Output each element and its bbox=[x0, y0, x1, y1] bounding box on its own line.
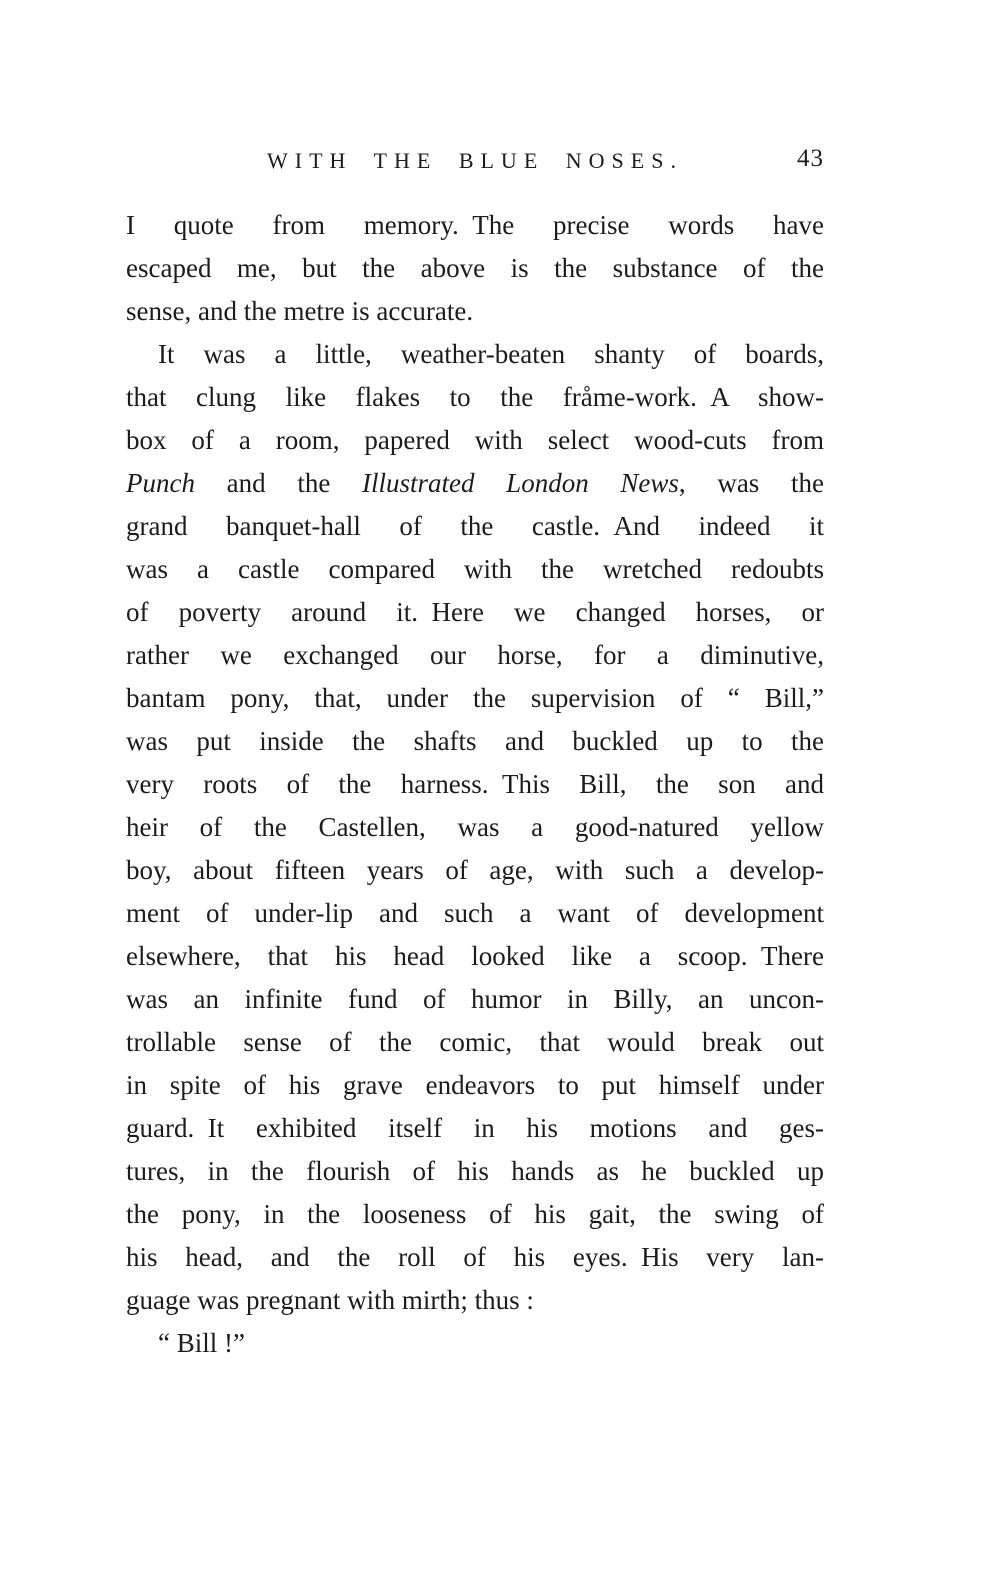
text-line bbox=[126, 1107, 824, 1150]
text-segment: was an infinite fund of humor in Billy, an uncon- bbox=[126, 984, 824, 1014]
text-segment: trollable sense of the comic, that would break out bbox=[126, 1027, 824, 1057]
text-segment: his head, and the roll of his eyes. His very lan- bbox=[126, 1242, 824, 1272]
running-header bbox=[126, 145, 824, 176]
text-segment: It was a little, weather-beaten shanty of boards, bbox=[158, 339, 824, 369]
text-segment: of poverty around it. Here we changed horses, or bbox=[126, 597, 824, 627]
text-segment: was put inside the shafts and buckled up to the bbox=[126, 726, 824, 756]
text-segment: that clung like flakes to the fråme-work. A show- bbox=[126, 382, 824, 412]
text-line bbox=[126, 1021, 824, 1064]
text-segment: guage was pregnant with mirth; thus : bbox=[126, 1285, 534, 1315]
text-line bbox=[126, 1064, 824, 1107]
text-segment: , was the bbox=[678, 468, 824, 498]
text-segment: sense, and the metre is accurate. bbox=[126, 296, 474, 326]
text-line bbox=[126, 892, 824, 935]
text-line bbox=[126, 333, 824, 376]
text-segment: I quote from memory. The precise words have bbox=[126, 210, 824, 240]
text-line bbox=[126, 935, 824, 978]
text-segment: was a castle compared with the wretched redoubts bbox=[126, 554, 824, 584]
text-segment: tures, in the flourish of his hands as he buckled up bbox=[126, 1156, 824, 1186]
text-segment: and the bbox=[194, 468, 362, 498]
text-segment: very roots of the harness. This Bill, the son and bbox=[126, 769, 824, 799]
text-segment: boy, about fifteen years of age, with such a develop- bbox=[126, 855, 824, 885]
header-title: WITH THE BLUE NOSES. bbox=[267, 148, 683, 173]
text-line bbox=[126, 591, 824, 634]
text-line bbox=[126, 1150, 824, 1193]
text-line bbox=[126, 462, 824, 505]
text-segment: ment of under-lip and such a want of development bbox=[126, 898, 824, 928]
text-line bbox=[126, 978, 824, 1021]
text-segment: guard. It exhibited itself in his motions and ges- bbox=[126, 1113, 824, 1143]
text-line bbox=[126, 1322, 824, 1365]
text-line bbox=[126, 1193, 824, 1236]
text-line bbox=[126, 247, 824, 290]
text-line bbox=[126, 505, 824, 548]
text-block bbox=[126, 204, 824, 1365]
page-number: 43 bbox=[797, 145, 824, 172]
text-line bbox=[126, 204, 824, 247]
text-line bbox=[126, 419, 824, 462]
text-line bbox=[126, 1279, 824, 1322]
text-segment: elsewhere, that his head looked like a scoop. There bbox=[126, 941, 824, 971]
text-line bbox=[126, 548, 824, 591]
text-line bbox=[126, 806, 824, 849]
text-segment: escaped me, but the above is the substance of the bbox=[126, 253, 824, 283]
text-segment: heir of the Castellen, was a good-natured yellow bbox=[126, 812, 824, 842]
text-line bbox=[126, 720, 824, 763]
text-line bbox=[126, 763, 824, 806]
text-line bbox=[126, 849, 824, 892]
text-line bbox=[126, 677, 824, 720]
text-segment-italic: Illustrated London News bbox=[362, 468, 679, 498]
text-segment: the pony, in the looseness of his gait, the swing of bbox=[126, 1199, 824, 1229]
text-segment: in spite of his grave endeavors to put himself under bbox=[126, 1070, 824, 1100]
text-segment-italic: Punch bbox=[126, 468, 195, 498]
text-line bbox=[126, 634, 824, 677]
text-segment: box of a room, papered with select wood-cuts from bbox=[126, 425, 824, 455]
text-segment: grand banquet-hall of the castle. And indeed it bbox=[126, 511, 824, 541]
text-line bbox=[126, 1236, 824, 1279]
text-segment: rather we exchanged our horse, for a diminutive, bbox=[126, 640, 824, 670]
text-segment: “ Bill !” bbox=[158, 1328, 245, 1358]
text-line bbox=[126, 290, 824, 333]
text-segment: bantam pony, that, under the supervision of “ Bill,” bbox=[126, 683, 824, 713]
text-line bbox=[126, 376, 824, 419]
